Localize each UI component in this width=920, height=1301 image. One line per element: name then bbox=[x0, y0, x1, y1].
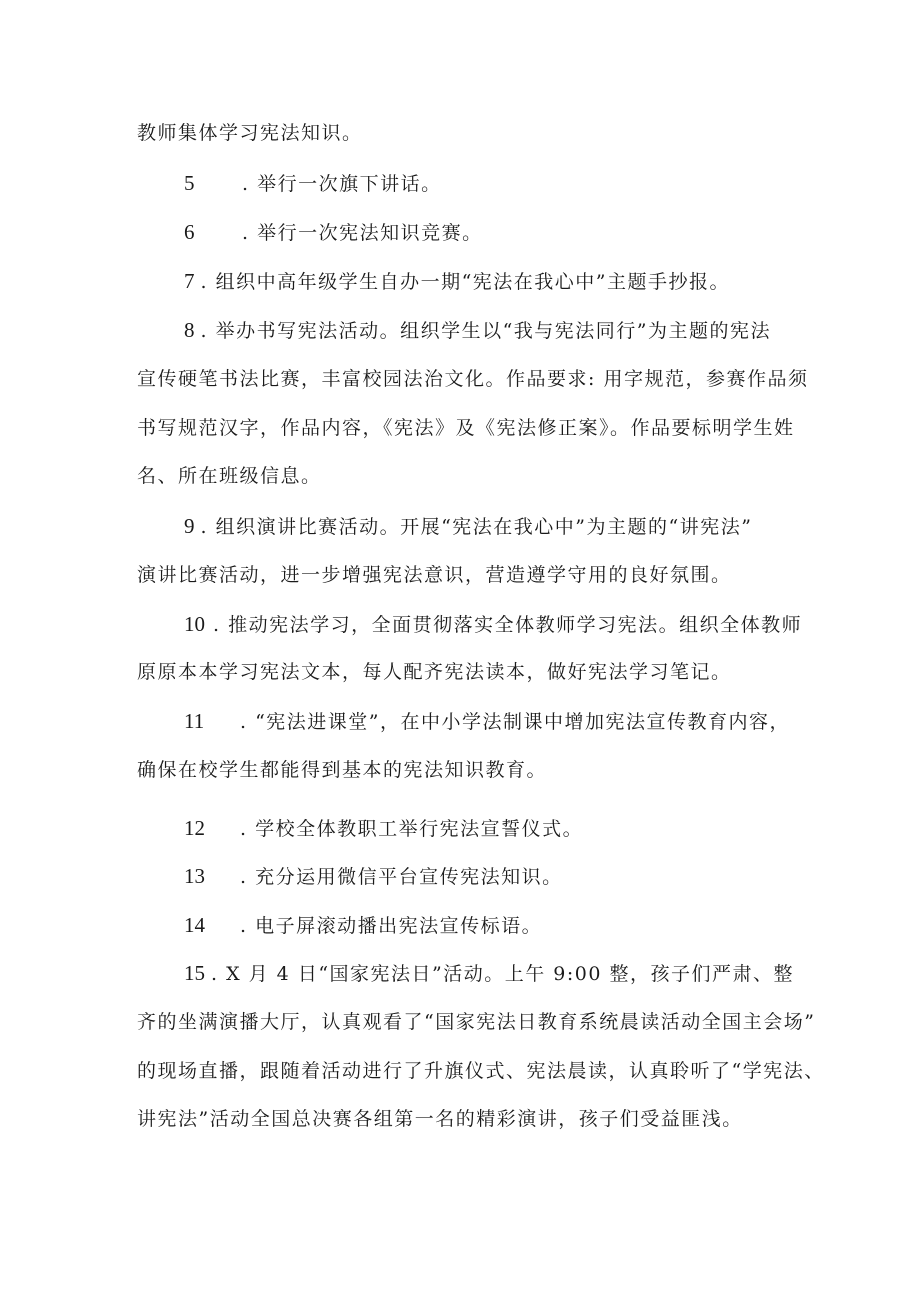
paragraph-line bbox=[137, 1058, 825, 1084]
item-text: . 举办书写宪法活动。组织学生以“我与宪法同行”为主题的宪法 bbox=[200, 320, 772, 342]
list-item-9 bbox=[184, 513, 752, 540]
item-number: 7 bbox=[184, 269, 195, 293]
paragraph-line bbox=[137, 366, 808, 392]
item-number: 13 bbox=[184, 864, 205, 888]
line-text: 书写规范汉字，作品内容，《宪法》及《宪法修正案》。作品要标明学生姓 bbox=[137, 417, 795, 439]
line-text: 的现场直播，跟随着活动进行了升旗仪式、宪法晨读，认真聆听了“学宪法、 bbox=[137, 1060, 825, 1082]
list-item-7 bbox=[184, 268, 730, 295]
list-item-12 bbox=[184, 815, 583, 842]
paragraph-line bbox=[137, 415, 795, 441]
line-text: 确保在校学生都能得到基本的宪法知识教育。 bbox=[137, 759, 548, 781]
item-number: 12 bbox=[184, 816, 205, 840]
item-text: . 举行一次宪法知识竞赛。 bbox=[242, 222, 483, 244]
item-text: . 举行一次旗下讲话。 bbox=[242, 173, 442, 195]
item-number: 11 bbox=[184, 709, 205, 733]
item-text: . 推动宪法学习，全面贯彻落实全体教师学习宪法。组织全体教师 bbox=[213, 614, 803, 636]
list-item-10 bbox=[184, 611, 802, 638]
paragraph-line bbox=[137, 463, 322, 489]
item-text: . X 月 4 日“国家宪法日”活动。上午 9:00 整，孩子们严肃、整 bbox=[211, 963, 794, 985]
line-text: 宣传硬笔书法比赛，丰富校园法治文化。作品要求: 用字规范，参赛作品须 bbox=[137, 368, 809, 390]
line-text: 名、所在班级信息。 bbox=[137, 465, 322, 487]
list-item-15 bbox=[184, 960, 794, 987]
item-number: 15 bbox=[184, 961, 205, 985]
item-number: 8 bbox=[184, 318, 195, 342]
item-text: . 组织中高年级学生自办一期“宪法在我心中”主题手抄报。 bbox=[200, 271, 731, 293]
list-item-11 bbox=[184, 708, 790, 735]
line-text: 原原本本学习宪法文本，每人配齐宪法读本，做好宪法学习笔记。 bbox=[137, 661, 732, 683]
item-text: . “宪法进课堂”，在中小学法制课中增加宪法宣传教育内容， bbox=[240, 711, 791, 733]
item-text: . 电子屏滚动播出宪法宣传标语。 bbox=[240, 915, 543, 937]
item-number: 14 bbox=[184, 913, 205, 937]
item-number: 10 bbox=[184, 612, 205, 636]
list-item-5 bbox=[184, 170, 442, 197]
item-number: 9 bbox=[184, 514, 195, 538]
line-text: 演讲比赛活动，进一步增强宪法意识，营造遵学守用的良好氛围。 bbox=[137, 564, 732, 586]
item-text: . 学校全体教职工举行宪法宣誓仪式。 bbox=[240, 818, 584, 840]
item-number: 5 bbox=[184, 171, 195, 195]
paragraph-line bbox=[137, 757, 547, 783]
line-text: 讲宪法”活动全国总决赛各组第一名的精彩演讲，孩子们受益匪浅。 bbox=[137, 1108, 743, 1130]
paragraph-line bbox=[137, 562, 732, 588]
list-item-8 bbox=[184, 317, 771, 344]
paragraph-line bbox=[137, 1009, 815, 1035]
item-text: . 充分运用微信平台宣传宪法知识。 bbox=[240, 866, 563, 888]
item-number: 6 bbox=[184, 220, 195, 244]
paragraph-line bbox=[137, 120, 363, 146]
list-item-14 bbox=[184, 912, 542, 939]
line-text: 齐的坐满演播大厅，认真观看了“国家宪法日教育系统晨读活动全国主会场” bbox=[137, 1011, 816, 1033]
list-item-6 bbox=[184, 219, 483, 246]
list-item-13 bbox=[184, 863, 563, 890]
paragraph-line bbox=[137, 1106, 743, 1132]
line-text: 教师集体学习宪法知识。 bbox=[137, 122, 363, 144]
item-text: . 组织演讲比赛活动。开展“宪法在我心中”为主题的“讲宪法” bbox=[200, 516, 753, 538]
paragraph-line bbox=[137, 659, 732, 685]
